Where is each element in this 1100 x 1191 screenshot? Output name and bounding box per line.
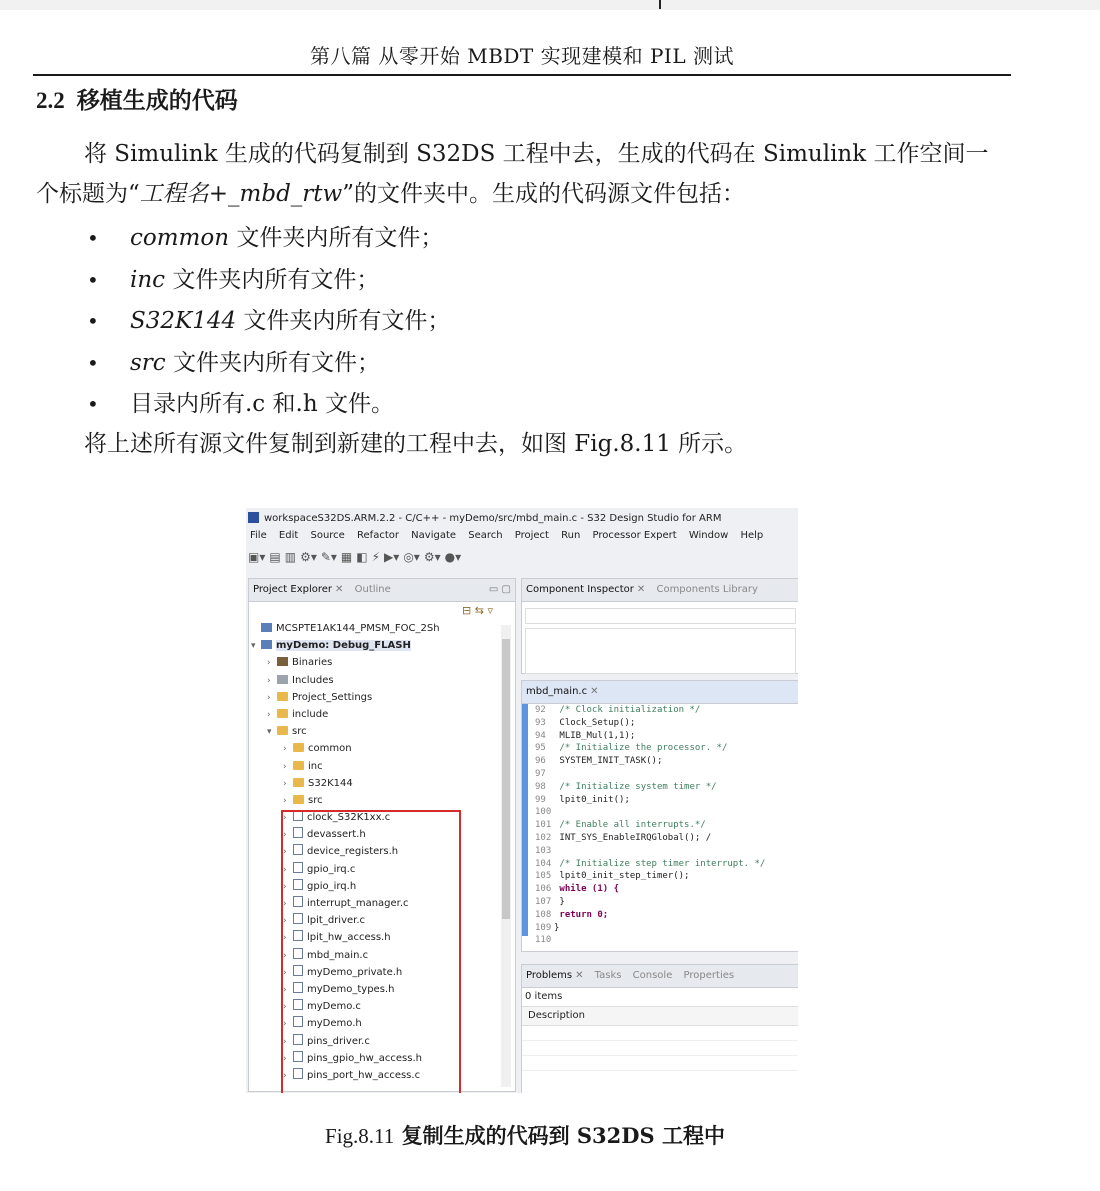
includes-icon bbox=[277, 675, 288, 684]
open-icon[interactable]: ◧ bbox=[356, 550, 368, 564]
folder-icon bbox=[277, 692, 288, 701]
tree-item-label: myDemo.c bbox=[307, 1001, 361, 1013]
folder-icon bbox=[277, 726, 288, 735]
inspector-area bbox=[525, 628, 796, 674]
tree-item[interactable] bbox=[249, 723, 515, 740]
problems-row bbox=[522, 1026, 798, 1041]
close-icon[interactable]: ✕ bbox=[636, 584, 646, 595]
code-text: } bbox=[554, 896, 565, 907]
settings-icon[interactable]: ⚙▾ bbox=[300, 550, 317, 564]
tree-item[interactable] bbox=[249, 758, 515, 775]
line-number: 94 bbox=[535, 730, 546, 741]
close-icon[interactable]: ✕ bbox=[575, 970, 584, 981]
code-line bbox=[522, 883, 798, 896]
minimize-maximize-icon[interactable]: ▭ ▢ bbox=[488, 584, 511, 595]
line-number: 101 bbox=[535, 820, 552, 831]
list-item-term: S32K144 bbox=[130, 308, 237, 334]
list-item bbox=[84, 301, 450, 343]
tree-item[interactable] bbox=[249, 775, 515, 792]
tree-item[interactable] bbox=[249, 740, 515, 757]
chevron-right-icon[interactable]: › bbox=[267, 709, 271, 720]
section-title: 移植生成的代码 bbox=[76, 87, 238, 114]
build-icon[interactable]: ✎▾ bbox=[320, 550, 337, 564]
collapse-all-icon[interactable]: ⊟ bbox=[462, 604, 472, 617]
tree-item-label: mbd_main.c bbox=[307, 949, 369, 961]
project-icon bbox=[261, 623, 272, 632]
menu-help[interactable]: Help bbox=[740, 530, 764, 541]
close-icon[interactable]: ✕ bbox=[590, 686, 599, 697]
menu-source[interactable]: Source bbox=[310, 530, 345, 541]
code-line bbox=[522, 922, 798, 935]
chevron-right-icon[interactable]: › bbox=[283, 847, 287, 858]
tab-component-inspector[interactable]: Component Inspector bbox=[526, 584, 634, 595]
code-line bbox=[522, 896, 798, 909]
tree-item-label: MCSPTE1AK144_PMSM_FOC_2Sh bbox=[276, 623, 440, 634]
list-item-term: common bbox=[130, 225, 230, 251]
section-number: 2.2 bbox=[36, 88, 65, 113]
tree-item-label: myDemo.h bbox=[307, 1018, 362, 1030]
bullet-icon: • bbox=[87, 267, 99, 292]
page-mark bbox=[659, 0, 661, 9]
tree-item-label: gpio_irq.c bbox=[307, 863, 356, 875]
tree-item[interactable] bbox=[249, 654, 515, 671]
line-number: 105 bbox=[535, 871, 552, 882]
tree-item[interactable] bbox=[249, 620, 515, 637]
chevron-right-icon[interactable]: › bbox=[283, 830, 287, 841]
folder-icon bbox=[293, 743, 304, 752]
line-number: 109 bbox=[535, 922, 552, 933]
folder-icon bbox=[293, 761, 304, 770]
figure-number: Fig.8.11 bbox=[325, 1124, 395, 1148]
line-number: 102 bbox=[535, 832, 552, 843]
tree-item-label: myDemo_private.h bbox=[307, 966, 403, 978]
line-number: 95 bbox=[535, 743, 546, 754]
problems-tabs bbox=[522, 965, 798, 988]
save-icon[interactable]: ▤ bbox=[269, 550, 281, 564]
tab-console[interactable]: Console bbox=[632, 970, 673, 981]
target-icon[interactable]: ◎▾ bbox=[403, 550, 420, 564]
list-item bbox=[84, 218, 450, 260]
tree-item-label: S32K144 bbox=[308, 777, 353, 789]
intro-paragraph-line2 bbox=[36, 174, 745, 214]
top-strip bbox=[0, 0, 1100, 10]
problems-row bbox=[522, 1056, 798, 1071]
tab-project-explorer[interactable]: Project Explorer bbox=[253, 584, 333, 595]
chevron-right-icon[interactable]: › bbox=[267, 658, 271, 669]
problems-column-description[interactable]: Description bbox=[522, 1006, 798, 1026]
external-tools-icon[interactable]: ⚙▾ bbox=[423, 550, 441, 564]
menu-refactor[interactable]: Refactor bbox=[357, 530, 399, 541]
tree-item-label: myDemo_types.h bbox=[307, 983, 395, 995]
scrollbar-thumb[interactable] bbox=[502, 639, 510, 919]
code-line bbox=[522, 858, 798, 871]
chevron-right-icon[interactable]: › bbox=[267, 675, 271, 686]
code-line bbox=[522, 909, 798, 922]
list-item bbox=[84, 384, 450, 426]
chevron-right-icon[interactable]: › bbox=[283, 813, 287, 824]
code-text: while (1) { bbox=[554, 884, 620, 895]
view-menu-icon[interactable]: ▿ bbox=[487, 604, 493, 617]
tree-item-label: lpit_hw_access.h bbox=[307, 932, 391, 944]
editor-tabs bbox=[522, 681, 798, 704]
intro-paragraph-line1: 将 Simulink 生成的代码复制到 S32DS 工程中去，生成的代码在 Simulink 工作空间一 bbox=[84, 141, 989, 167]
code-text: lpit0_init_step_timer(); bbox=[554, 871, 690, 882]
list-item-text: 文件夹内所有文件； bbox=[165, 266, 380, 293]
problems-panel bbox=[521, 964, 798, 1093]
folder-icon bbox=[293, 795, 304, 804]
tree-item-label: pins_port_hw_access.c bbox=[307, 1069, 421, 1081]
tree-item-label: src bbox=[292, 726, 307, 738]
tree-item[interactable] bbox=[249, 706, 515, 723]
bullet-icon: • bbox=[87, 350, 99, 375]
code-line bbox=[522, 730, 798, 743]
view-toolbar bbox=[249, 602, 515, 620]
tree-item-label: pins_gpio_hw_access.h bbox=[307, 1052, 422, 1064]
menu-processor-expert[interactable]: Processor Expert bbox=[592, 530, 677, 541]
list-item-text: 目录内所有.c 和.h 文件。 bbox=[130, 391, 394, 417]
line-number: 100 bbox=[535, 807, 552, 818]
project-explorer-panel bbox=[248, 578, 516, 1092]
code-line bbox=[522, 781, 798, 794]
app-icon bbox=[248, 512, 259, 523]
chevron-right-icon[interactable]: › bbox=[283, 984, 287, 995]
chevron-right-icon[interactable]: › bbox=[283, 744, 287, 755]
code-line bbox=[522, 717, 798, 730]
new-icon[interactable]: ▣▾ bbox=[248, 550, 266, 564]
debug-icon[interactable]: ▦ bbox=[340, 550, 353, 564]
chevron-right-icon[interactable]: › bbox=[283, 933, 287, 944]
copied-files-highlight bbox=[281, 810, 461, 1093]
ide-title-bar bbox=[246, 510, 798, 528]
tree-item[interactable] bbox=[249, 672, 515, 689]
chevron-right-icon[interactable]: › bbox=[283, 881, 287, 892]
launch-icon[interactable]: ●▾ bbox=[444, 550, 462, 564]
project-explorer-tabs bbox=[249, 579, 515, 602]
code-text: MLIB_Mul(1,1); bbox=[554, 730, 636, 741]
chevron-right-icon[interactable]: › bbox=[283, 795, 287, 806]
bullet-icon: • bbox=[87, 226, 99, 250]
code-line bbox=[522, 755, 798, 768]
line-number: 93 bbox=[535, 717, 546, 728]
ide-window-title: workspaceS32DS.ARM.2.2 - C/C++ - myDemo/src/mbd_main.c - S32 Design Studio for ARM bbox=[264, 513, 722, 524]
code-text: /* Initialize step timer interrupt. */ bbox=[554, 858, 766, 869]
line-number: 110 bbox=[535, 935, 552, 946]
chevron-down-icon[interactable]: ▾ bbox=[267, 727, 272, 738]
tab-outline[interactable]: Outline bbox=[354, 584, 391, 595]
code-line bbox=[522, 806, 798, 819]
component-inspector-tabs bbox=[522, 579, 798, 602]
tree-item-label: common bbox=[308, 743, 352, 755]
tree-item-label: gpio_irq.h bbox=[307, 880, 357, 892]
tab-problems[interactable]: Problems bbox=[526, 970, 573, 981]
chevron-right-icon[interactable]: › bbox=[283, 778, 287, 789]
code-line bbox=[522, 794, 798, 807]
line-number: 92 bbox=[535, 705, 546, 715]
bullet-icon: • bbox=[87, 392, 99, 416]
tab-properties[interactable]: Properties bbox=[683, 970, 735, 981]
editor-gutter bbox=[522, 704, 528, 936]
tree-item-label: Project_Settings bbox=[292, 691, 373, 703]
line-number: 104 bbox=[535, 858, 552, 869]
code-line bbox=[522, 934, 798, 947]
tree-item-label: interrupt_manager.c bbox=[307, 898, 409, 909]
print-icon[interactable]: ▥ bbox=[284, 550, 297, 564]
figure-caption bbox=[0, 1120, 1050, 1150]
menu-edit[interactable]: Edit bbox=[278, 530, 299, 541]
explorer-scrollbar[interactable] bbox=[501, 625, 511, 1087]
line-number: 107 bbox=[535, 896, 552, 907]
line-number: 99 bbox=[535, 794, 546, 805]
menu-run[interactable]: Run bbox=[561, 530, 581, 541]
code-line bbox=[522, 845, 798, 858]
tree-item-label: src bbox=[308, 794, 323, 806]
code-editor[interactable] bbox=[521, 680, 798, 952]
line-number: 96 bbox=[535, 756, 546, 767]
tab-tasks[interactable]: Tasks bbox=[594, 970, 622, 981]
chevron-right-icon[interactable]: › bbox=[283, 1053, 287, 1064]
chevron-right-icon[interactable]: › bbox=[283, 1036, 287, 1047]
project-icon bbox=[261, 640, 272, 649]
list-item-term: src bbox=[130, 349, 166, 376]
chevron-right-icon[interactable]: › bbox=[283, 864, 287, 875]
code-line bbox=[522, 742, 798, 755]
section-heading bbox=[36, 82, 238, 115]
link-editor-icon[interactable]: ⇆ bbox=[474, 604, 484, 617]
chevron-right-icon[interactable]: › bbox=[283, 1002, 287, 1013]
tree-item-label: Binaries bbox=[292, 657, 333, 669]
menu-project[interactable]: Project bbox=[514, 530, 549, 541]
chevron-right-icon[interactable]: › bbox=[283, 1019, 287, 1030]
folder-icon bbox=[277, 709, 288, 718]
menu-file[interactable]: File bbox=[250, 530, 267, 541]
chevron-right-icon[interactable]: › bbox=[283, 916, 287, 927]
line-number: 98 bbox=[535, 781, 546, 792]
code-text: Clock_Setup(); bbox=[554, 717, 636, 728]
bullet-icon: • bbox=[87, 309, 99, 333]
component-inspector-panel bbox=[521, 578, 798, 674]
tree-item-label: pins_driver.c bbox=[307, 1035, 370, 1047]
tab-mbd-main[interactable]: mbd_main.c bbox=[526, 686, 588, 697]
tree-item-label: Includes bbox=[292, 674, 334, 686]
list-item-term: inc bbox=[130, 266, 166, 293]
tree-item-project-active[interactable] bbox=[249, 637, 515, 654]
list-item-text: 文件夹内所有文件； bbox=[236, 308, 451, 334]
chevron-right-icon[interactable]: › bbox=[283, 950, 287, 961]
code-line bbox=[522, 768, 798, 781]
chevron-right-icon[interactable]: › bbox=[283, 899, 287, 909]
close-icon[interactable]: ✕ bbox=[335, 584, 344, 595]
code-text: SYSTEM_INIT_TASK(); bbox=[554, 756, 663, 767]
code-text: } bbox=[554, 922, 560, 933]
run-icon[interactable]: ▶▾ bbox=[384, 550, 400, 564]
figure-title: 复制生成的代码到 S32DS 工程中 bbox=[394, 1123, 725, 1148]
tree-item-label: include bbox=[292, 708, 329, 720]
chevron-right-icon[interactable]: › bbox=[283, 967, 287, 978]
tree-item-label: inc bbox=[308, 760, 323, 772]
flash-icon[interactable]: ⚡ bbox=[371, 550, 381, 564]
problems-count: 0 items bbox=[525, 991, 563, 1002]
menu-navigate[interactable]: Navigate bbox=[411, 530, 457, 541]
file-list bbox=[84, 218, 450, 426]
ide-screenshot-figure bbox=[246, 508, 798, 1093]
outro-paragraph: 将上述所有源文件复制到新建的工程中去，如图 Fig.8.11 所示。 bbox=[84, 431, 748, 457]
folder-icon bbox=[293, 778, 304, 787]
list-item-text: 文件夹内所有文件； bbox=[165, 349, 380, 376]
code-text: /* Initialize system timer */ bbox=[554, 781, 717, 792]
chevron-right-icon[interactable]: › bbox=[283, 1070, 287, 1081]
ide-menu-bar bbox=[250, 528, 772, 544]
code-text: INT_SYS_EnableIRQGlobal(); / bbox=[554, 832, 712, 843]
chevron-right-icon[interactable]: › bbox=[267, 692, 271, 703]
code-lines bbox=[522, 704, 798, 947]
line-number: 103 bbox=[535, 845, 552, 856]
intro-line2-suffix: ”的文件夹中。生成的代码源文件包括： bbox=[342, 181, 745, 207]
tab-components-library[interactable]: Components Library bbox=[656, 584, 758, 595]
line-number: 106 bbox=[535, 884, 552, 895]
code-line bbox=[522, 870, 798, 883]
menu-search[interactable]: Search bbox=[468, 530, 503, 541]
tree-item-label: lpit_driver.c bbox=[307, 915, 366, 927]
code-line bbox=[522, 832, 798, 845]
code-text: /* Enable all interrupts.*/ bbox=[554, 820, 706, 831]
list-item-text: 文件夹内所有文件； bbox=[229, 225, 444, 251]
intro-line2-prefix: 个标题为“ bbox=[36, 181, 140, 207]
tree-item-label: devassert.h bbox=[307, 829, 366, 841]
tree-item-label: clock_S32K1xx.c bbox=[307, 812, 391, 824]
code-line bbox=[522, 704, 798, 717]
inspector-field bbox=[525, 608, 796, 624]
tree-item-label: device_registers.h bbox=[307, 846, 399, 858]
chevron-down-icon[interactable]: ▾ bbox=[251, 641, 256, 652]
ide-toolbar bbox=[248, 548, 465, 566]
list-item bbox=[84, 343, 450, 385]
tree-item[interactable] bbox=[249, 689, 515, 706]
list-item bbox=[84, 260, 450, 302]
chevron-right-icon[interactable]: › bbox=[283, 761, 287, 772]
code-line bbox=[522, 819, 798, 832]
running-header: 第八篇 从零开始 MBDT 实现建模和 PIL 测试 bbox=[33, 40, 1011, 76]
tree-item[interactable] bbox=[249, 792, 515, 809]
folder-name-pattern: 工程名+_mbd_rtw bbox=[139, 181, 343, 207]
binaries-icon bbox=[277, 657, 288, 666]
tree-item-label: myDemo: Debug_FLASH bbox=[276, 640, 411, 652]
line-number: 108 bbox=[535, 909, 552, 920]
line-number: 97 bbox=[535, 768, 546, 779]
code-text: lpit0_init(); bbox=[554, 794, 630, 805]
problems-row bbox=[522, 1041, 798, 1056]
code-text: /* Initialize the processor. */ bbox=[554, 743, 728, 754]
code-text: /* Clock initialization */ bbox=[554, 705, 701, 715]
code-text: return 0; bbox=[554, 909, 609, 920]
menu-window[interactable]: Window bbox=[688, 530, 729, 541]
